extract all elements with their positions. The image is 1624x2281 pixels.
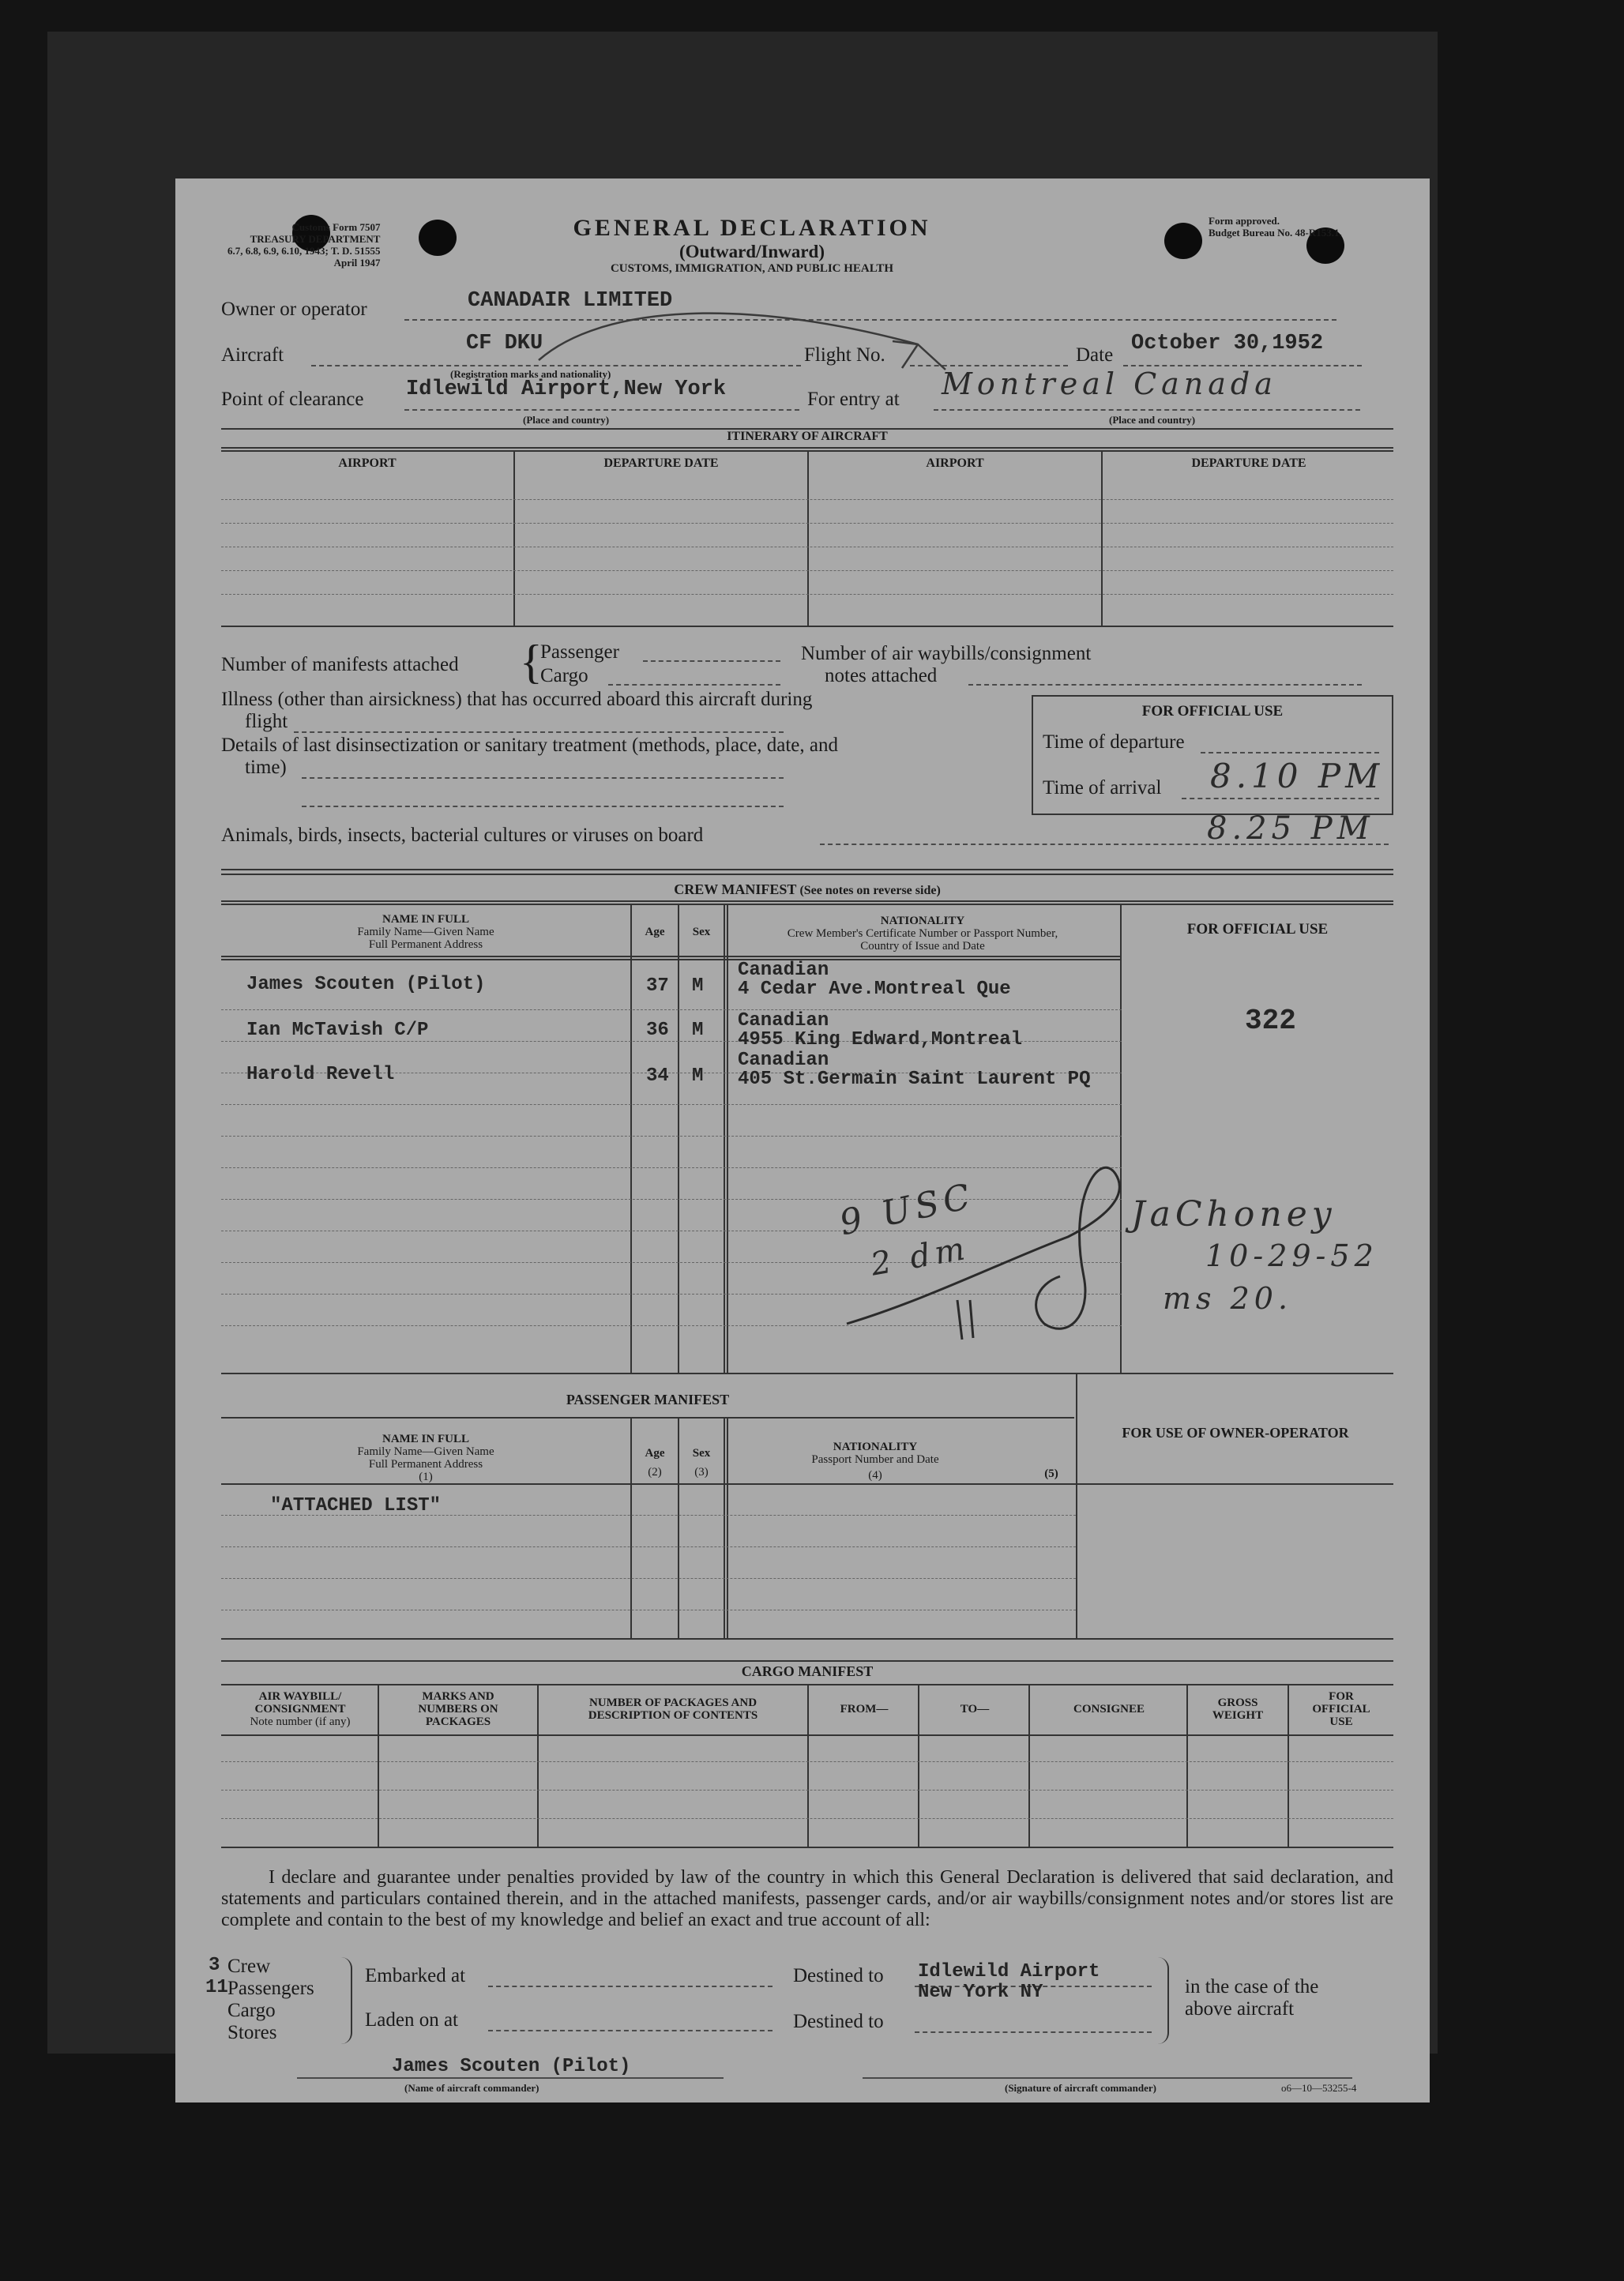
crew-age: 36 (646, 1020, 669, 1041)
commander-name: James Scouten (Pilot) (392, 2056, 631, 2077)
flight-label: Flight No. (804, 344, 885, 366)
passenger-col-name: NAME IN FULL Family Name—Given Name Full Permanent Address (1) (357, 1433, 494, 1483)
crew-col-nationality: NATIONALITY Crew Member's Certificate Number or Passport Number, Country of Issue and Date (787, 915, 1058, 953)
disinsect-label-2: time) (245, 757, 287, 778)
passengers-declare-label: Passengers (227, 1978, 314, 1999)
print-code: o6—10—53255-4 (1281, 2082, 1357, 2094)
case-label-2: above aircraft (1185, 1998, 1295, 2020)
illness-label: Illness (other than airsickness) that has occurred aboard this aircraft during (221, 689, 813, 710)
form-title: GENERAL DECLARATION (573, 215, 931, 241)
form-id: Customs Form 7507 TREASURY DEPARTMENT 6.7, 6.8, 6.9, 6.10, 1943; T. D. 51555 April 1947 (227, 221, 381, 269)
clearance-label: Point of clearance (221, 389, 364, 410)
itinerary-col-departure-1: DEPARTURE DATE (603, 457, 719, 470)
crew-nationality: Canadian (738, 1050, 829, 1071)
itinerary-col-airport-2: AIRPORT (926, 457, 984, 470)
owner-value: CANADAIR LIMITED (468, 289, 673, 313)
signature-flourish-mark (831, 1150, 1179, 1387)
itinerary-col-departure-2: DEPARTURE DATE (1191, 457, 1306, 470)
crew-address: 405 St.Germain Saint Laurent PQ (738, 1069, 1091, 1090)
clearance-value: Idlewild Airport,New York (406, 378, 727, 401)
waybills-label-2: notes attached (825, 665, 938, 686)
cargo-col-waybill: AIR WAYBILL/ CONSIGNMENT Note number (if any) (250, 1690, 351, 1728)
date-label: Date (1076, 344, 1114, 366)
destined-value-1: Idlewild Airport (918, 1961, 1100, 1982)
passenger-col-age: Age (2) (645, 1447, 665, 1479)
crew-nationality: Canadian (738, 1010, 829, 1032)
entry-label: For entry at (807, 389, 900, 410)
animals-label: Animals, birds, insects, bacterial cultures or viruses on board (221, 825, 704, 846)
crew-name: Ian McTavish C/P (246, 1020, 429, 1041)
general-declaration-form: Customs Form 7507 TREASURY DEPARTMENT 6.7, 6.8, 6.9, 6.10, 1943; T. D. 51555 April 1947 Form approved. Budget Bureau No. 48-R153.1. GENERAL DECLARATION (Outward/Inward) CUSTOMS, IMMIGRATION, AND PUBLIC HEALTH Owner or operator CANADAIR LIMITED Aircraft CF DKU (Registration marks and nationality) Flight No. Date October 30,1952 Point of clearance Idlewild Airport,New York (Place and country) For entry at Montreal Canada (Place and country) ITINERARY OF AIRCRAFT AIRPORT DEPARTURE DATE AIRPORT DEPARTURE DATE Number of manifests attached { Passenger Cargo Number of air waybills/consignment notes attached Illness (other than airsickness) that has occurred aboard this aircraft during flight Details of last disinsectization or sanitary treatment (methods, place, date, and time) Animals, birds, insects, bacterial cultures or viruses on board FOR OFFICIAL USE Time of departure Time of arrival 8.10 PM 8.25 PM CREW MANIFEST (See notes on reverse side) NAME IN FULL Family Name—Given Name Full Permanent Address Age Sex NATIONALITY Crew Member's Certificate Number or Passport Number, Country of Issue and Date FOR OFFICIAL USE James Scouten (Pilot) 37 M Canadian 4 Cedar Ave.Montreal Que Ian McTavish C/P 36 M Canadian 4955 King Edward,Montreal Harold Revell 34 M Canadian 405 St.Germain Saint Laurent PQ 322 9 USC 2 dm JaChoney 10-29-52 ms 20. PASSENGER MANIFEST NAME IN FULL Family Name—Given Name Full Permanent Address (1) Age (2) Sex (3) NATIONALITY Passport Number and Date (4) (5) FOR USE OF OWNER-OPERATOR "ATTACHED LIST" CARGO MANIFEST AIR WAYBILL/ CONSIGNMENT Note number (if any) MARKS AND NUMBERS ON PACKAGES NUMBER OF PACKAGES AND DESCRIPTION OF CONTENTS FROM— TO— CONSIGNEE GROSS WEIGHT FOR OFFICIAL USE I declare and guarantee under penalties provided by law of the country in which this General Declaration is delivered that said declaration, and statements and particulars contained therein, and in the attached manifests, passenger cards, and/or air waybills/consignment notes and/or stores list are complete and contain to the best of my knowledge and belief an exact and true account of all: 3 11 Crew Passengers Cargo Stores Embarked at Laden on at Destined to Idlewild Airport New York NY Destined to in the case of the above aircraft James Scouten (Pilot) (Name of aircraft commander) (Signature of aircraft commander) o6—10—53255-4 (175, 178, 1430, 2103)
commander-label: (Name of aircraft commander) (404, 2082, 539, 2094)
crew-address: 4 Cedar Ave.Montreal Que (738, 979, 1011, 1000)
handwritten-note-1: 9 USC (836, 1175, 979, 1244)
crew-col-sex: Sex (692, 926, 711, 938)
destined-label-1: Destined to (793, 1965, 884, 1986)
crew-name: Harold Revell (246, 1064, 395, 1085)
cargo-col-marks: MARKS AND NUMBERS ON PACKAGES (418, 1690, 498, 1728)
handwritten-signature: JaChoney (1131, 1194, 1336, 1234)
cargo-manifest-title: CARGO MANIFEST (741, 1663, 874, 1679)
declaration-text: I declare and guarantee under penalties provided by law of the country in which this General Declaration is delivered that said declaration, and statements and particulars contained therein, and in the attached manifests, passenger cards, and/or air waybills/consignment notes and/or stores list are complete and contain to the best of my knowledge and belief an exact and true account of all: (221, 1867, 1393, 1930)
passenger-manifest-title: PASSENGER MANIFEST (566, 1392, 730, 1407)
passenger-manifest-label: Passenger (540, 641, 619, 663)
destined-value-2: New York NY (918, 1982, 1043, 2003)
cargo-col-consignee: CONSIGNEE (1073, 1703, 1145, 1715)
crew-address: 4955 King Edward,Montreal (738, 1029, 1023, 1050)
crew-sex: M (692, 975, 704, 997)
passenger-col-owner-use: FOR USE OF OWNER-OPERATOR (1122, 1425, 1349, 1441)
handwritten-note-3: ms 20. (1163, 1281, 1293, 1316)
crew-sex: M (692, 1065, 704, 1087)
laden-label: Laden on at (365, 2009, 459, 2031)
crew-manifest-title-row (221, 881, 1393, 898)
arrow-scribble-mark (507, 297, 981, 384)
crew-manifest-title: CREW MANIFEST (674, 881, 797, 897)
case-label: in the case of the (1185, 1976, 1319, 1997)
crew-official-number: 322 (1245, 1005, 1296, 1037)
crew-col-official-use: FOR OFFICIAL USE (1186, 921, 1329, 938)
crew-count: 3 (209, 1955, 220, 1976)
cargo-declare-label: Cargo (227, 2000, 276, 2021)
cargo-col-official: FOR OFFICIAL USE (1312, 1690, 1370, 1728)
form-subtitle: (Outward/Inward) (679, 242, 825, 261)
cargo-col-to: TO— (960, 1703, 990, 1715)
crew-nationality: Canadian (738, 960, 829, 981)
crew-declare-label: Crew (227, 1956, 271, 1977)
signature-label: (Signature of aircraft commander) (1005, 2082, 1156, 2094)
passenger-attached-list: "ATTACHED LIST" (270, 1495, 442, 1516)
cargo-col-weight: GROSS WEIGHT (1212, 1697, 1264, 1722)
clearance-note: (Place and country) (523, 414, 610, 426)
arrival-time-value: 8.10 PM (1210, 757, 1385, 795)
illness-label-2: flight (245, 711, 288, 732)
crew-age: 37 (646, 975, 669, 997)
form-title-block (531, 215, 973, 276)
crew-col-name: NAME IN FULL Family Name—Given Name Full Permanent Address (357, 913, 494, 951)
departure-time-label: Time of departure (1043, 731, 1185, 753)
arrival-time-label: Time of arrival (1043, 777, 1162, 799)
crew-age: 34 (646, 1065, 669, 1087)
handwritten-note-2: 2 dm (867, 1230, 972, 1283)
punch-hole (419, 220, 457, 256)
crew-name: James Scouten (Pilot) (246, 974, 486, 995)
cargo-manifest-label: Cargo (540, 665, 588, 686)
date-value: October 30,1952 (1131, 332, 1324, 355)
cargo-col-from: FROM— (840, 1703, 889, 1715)
manifests-attached-label: Number of manifests attached (221, 654, 459, 675)
aircraft-label: Aircraft (221, 344, 284, 366)
destined-label-2: Destined to (793, 2011, 884, 2032)
disinsect-label: Details of last disinsectization or sanitary treatment (methods, place, date, and (221, 735, 838, 756)
aircraft-value: CF DKU (466, 332, 543, 355)
cargo-col-packages: NUMBER OF PACKAGES AND DESCRIPTION OF CONTENTS (588, 1697, 758, 1722)
entry-value-handwritten: Montreal Canada (942, 366, 1277, 401)
aircraft-note: (Registration marks and nationality) (450, 368, 611, 380)
crew-sex: M (692, 1020, 704, 1041)
itinerary-col-airport-1: AIRPORT (338, 457, 397, 470)
form-subtitle-2: CUSTOMS, IMMIGRATION, AND PUBLIC HEALTH (610, 262, 894, 275)
extra-time-value: 8.25 PM (1207, 810, 1374, 847)
owner-label: Owner or operator (221, 299, 367, 320)
entry-note: (Place and country) (1109, 414, 1196, 426)
waybills-label: Number of air waybills/consignment (801, 643, 1092, 664)
embarked-label: Embarked at (365, 1965, 466, 1986)
passenger-count: 11 (205, 1977, 228, 1998)
official-use-title: FOR OFFICIAL USE (1141, 703, 1284, 720)
handwritten-date: 10-29-52 (1205, 1238, 1378, 1273)
crew-col-age: Age (645, 926, 665, 938)
passenger-col-sex: Sex (3) (692, 1447, 711, 1479)
crew-manifest-note: (See notes on reverse side) (799, 884, 941, 897)
budget-approval: Form approved. Budget Bureau No. 48-R153.1. (1209, 215, 1342, 239)
passenger-col-5: (5) (1044, 1467, 1058, 1480)
passenger-col-nationality: NATIONALITY Passport Number and Date (4) (811, 1441, 939, 1482)
stores-declare-label: Stores (227, 2022, 277, 2043)
punch-hole (1164, 223, 1202, 259)
itinerary-title: ITINERARY OF AIRCRAFT (727, 430, 888, 443)
